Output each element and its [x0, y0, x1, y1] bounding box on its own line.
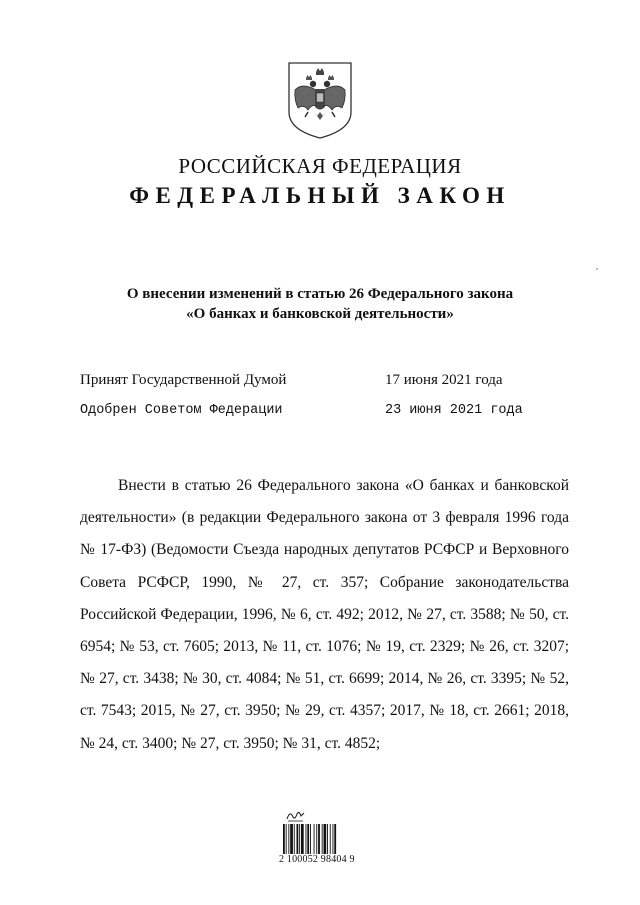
coat-of-arms-icon	[286, 60, 354, 140]
scan-speck	[596, 268, 598, 270]
coat-of-arms-drawing	[286, 60, 354, 140]
adoption-label: Одобрен Советом Федерации	[80, 403, 283, 418]
adoption-label: Принят Государственной Думой	[80, 372, 287, 388]
law-title-line-1: О внесении изменений в статью 26 Федерального закона	[126, 286, 514, 302]
country-name: РОССИЙСКАЯ ФЕДЕРАЦИЯ	[178, 154, 462, 178]
law-title	[60, 284, 580, 324]
law-type: ФЕДЕРАЛЬНЫЙ ЗАКОН	[129, 183, 511, 208]
adoption-date: 23 июня 2021 года	[385, 403, 523, 418]
adoption-date: 17 июня 2021 года	[385, 372, 503, 388]
law-body	[80, 470, 569, 760]
barcode-block	[279, 808, 363, 868]
barcode-icon	[283, 824, 357, 854]
body-paragraph: Внести в статью 26 Федерального закона «О банках и банковской деятельности» (в редакции Федерального закона от 3 февраля 1996 года № 17-ФЗ) (Ведомости Съезда народных депутатов РСФСР и Верховного Совета РСФСР, 1990, № 27, ст. 357; Собрание законодательства Российской Федерации, 1996, № 6, ст. 492; 2012, № 27, ст. 3588; № 50, ст. 6954; № 53, ст. 7605; 2013, № 11, ст. 1076; № 19, ст. 2329; № 26, ст. 3207; № 27, ст. 3438; № 30, ст. 4084; № 51, ст. 6699; 2014, № 26, ст. 3395; № 52, ст. 7543; 2015, № 27, ст. 3950; № 29, ст. 4357; 2017, № 18, ст. 2661; 2018, № 24, ст. 3400; № 27, ст. 3950; № 31, ст. 4852;	[80, 477, 569, 752]
adoption-row-duma	[80, 372, 560, 392]
law-title-line-2: «О банках и банковской деятельности»	[186, 306, 454, 322]
initials-mark-icon	[285, 808, 307, 822]
barcode-number: 2 100052 98404 9	[279, 854, 355, 865]
adoption-row-council	[80, 403, 560, 423]
